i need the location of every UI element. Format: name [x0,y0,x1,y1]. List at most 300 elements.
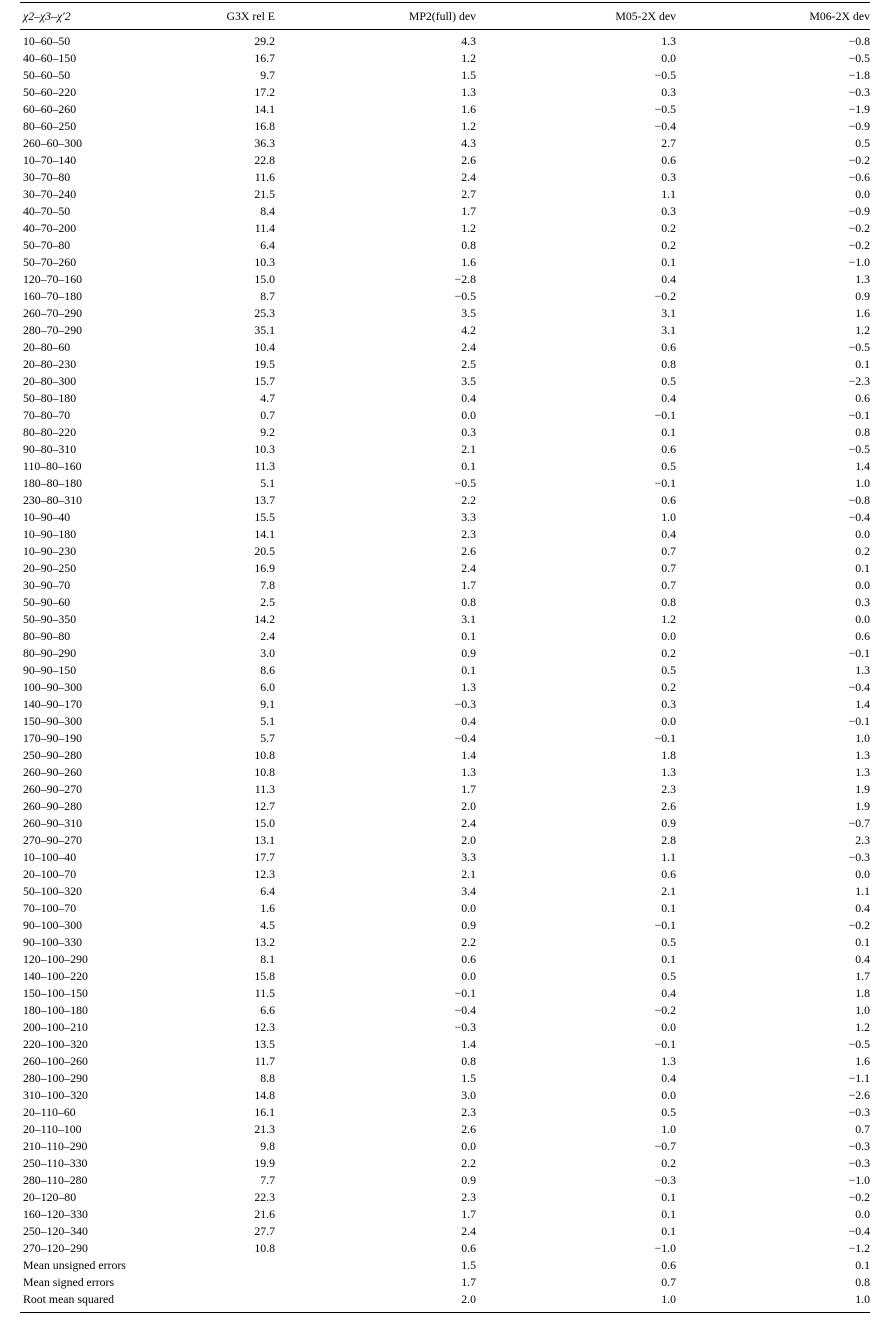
table-row [20,985,870,1002]
cell-m06-2x-dev: 1.3 [855,765,870,779]
cell-mp2-full-dev: 0.0 [461,969,476,983]
cell-m05-2x-dev: 1.0 [661,510,676,524]
cell-dihedral-combination: 280–100–290 [23,1071,88,1085]
cell-dihedral-combination: 50–60–220 [23,85,77,99]
cell-m05-2x-dev: 0.9 [661,816,676,830]
cell-dihedral-combination: 60–60–260 [23,102,77,116]
cell-m06-2x-dev: −1.2 [848,1241,870,1255]
cell-m05-2x-dev: 0.6 [661,1258,676,1272]
summary-row [20,1291,870,1308]
cell-m06-2x-dev: −0.3 [848,1105,870,1119]
table-row [20,866,870,883]
cell-dihedral-combination: 20–110–60 [23,1105,76,1119]
cell-dihedral-combination: 160–120–330 [23,1207,88,1221]
cell-m06-2x-dev: −0.5 [848,51,870,65]
table-row [20,492,870,509]
cell-m05-2x-dev: −0.5 [654,102,676,116]
cell-g3x-rel-e: 36.3 [254,136,275,150]
cell-m06-2x-dev: −0.9 [848,204,870,218]
cell-m06-2x-dev: −0.4 [848,1224,870,1238]
cell-m06-2x-dev: 1.0 [855,1003,870,1017]
cell-mp2-full-dev: 1.4 [461,748,476,762]
cell-dihedral-combination: 250–110–330 [23,1156,88,1170]
cell-dihedral-combination: 180–100–180 [23,1003,88,1017]
cell-dihedral-combination: 10–60–50 [23,34,71,48]
cell-dihedral-combination: 160–70–180 [23,289,82,303]
table-row [20,1206,870,1223]
cell-mp2-full-dev: −0.1 [454,986,476,1000]
cell-dihedral-combination: Mean signed errors [23,1275,115,1289]
table-row [20,254,870,271]
cell-mp2-full-dev: 2.2 [461,935,476,949]
cell-g3x-rel-e: 21.6 [254,1207,275,1221]
table-row [20,1036,870,1053]
table-row [20,186,870,203]
table-row [20,849,870,866]
cell-m06-2x-dev: −0.2 [848,221,870,235]
cell-dihedral-combination: 90–90–150 [23,663,77,677]
cell-m06-2x-dev: −0.2 [848,153,870,167]
cell-g3x-rel-e: 29.2 [254,34,275,48]
cell-m06-2x-dev: −0.3 [848,1139,870,1153]
cell-g3x-rel-e: 8.6 [260,663,275,677]
cell-m06-2x-dev: 1.2 [855,323,870,337]
cell-m06-2x-dev: 0.2 [855,544,870,558]
cell-m05-2x-dev: −0.1 [654,918,676,932]
table-top-rule [20,2,870,3]
cell-m06-2x-dev: −0.5 [848,442,870,456]
summary-row [20,1257,870,1274]
cell-dihedral-combination: 260–90–270 [23,782,82,796]
cell-m06-2x-dev: 0.0 [855,527,870,541]
cell-g3x-rel-e: 5.7 [260,731,275,745]
cell-m06-2x-dev: −0.1 [848,408,870,422]
cell-m05-2x-dev: 0.4 [661,272,676,286]
cell-dihedral-combination: 50–90–60 [23,595,71,609]
cell-g3x-rel-e: 11.7 [254,1054,275,1068]
table-row [20,883,870,900]
table-row [20,628,870,645]
cell-m05-2x-dev: 0.6 [661,340,676,354]
cell-dihedral-combination: 270–90–270 [23,833,82,847]
cell-m05-2x-dev: 0.5 [661,935,676,949]
cell-m05-2x-dev: 0.2 [661,1156,676,1170]
cell-dihedral-combination: 30–90–70 [23,578,71,592]
cell-m06-2x-dev: −1.8 [848,68,870,82]
table-row [20,1087,870,1104]
cell-g3x-rel-e: 15.7 [254,374,275,388]
cell-mp2-full-dev: 0.8 [461,238,476,252]
cell-m06-2x-dev: −0.3 [848,850,870,864]
cell-m05-2x-dev: 0.2 [661,680,676,694]
cell-m05-2x-dev: 0.1 [661,1190,676,1204]
cell-m05-2x-dev: −1.0 [654,1241,676,1255]
cell-m06-2x-dev: 1.0 [855,1292,870,1306]
cell-m05-2x-dev: 0.0 [661,714,676,728]
cell-mp2-full-dev: 2.0 [461,833,476,847]
cell-g3x-rel-e: 11.3 [254,459,275,473]
cell-g3x-rel-e [125,1291,275,1308]
cell-dihedral-combination: 270–120–290 [23,1241,88,1255]
cell-dihedral-combination: Root mean squared [23,1292,115,1306]
cell-g3x-rel-e: 10.3 [254,442,275,456]
cell-m05-2x-dev: −0.2 [654,289,676,303]
cell-dihedral-combination: 80–60–250 [23,119,77,133]
cell-m06-2x-dev: 1.7 [855,969,870,983]
cell-m06-2x-dev: 0.7 [855,1122,870,1136]
cell-g3x-rel-e: 22.8 [254,153,275,167]
table-row [20,237,870,254]
cell-g3x-rel-e: 7.8 [260,578,275,592]
cell-m06-2x-dev: 1.0 [855,476,870,490]
cell-m05-2x-dev: 0.4 [661,527,676,541]
cell-m06-2x-dev: −1.0 [848,255,870,269]
cell-g3x-rel-e: 5.1 [260,714,275,728]
cell-m05-2x-dev: 0.5 [661,663,676,677]
cell-m06-2x-dev: −2.6 [848,1088,870,1102]
cell-m05-2x-dev: 0.7 [661,578,676,592]
table-row [20,356,870,373]
cell-dihedral-combination: 260–100–260 [23,1054,88,1068]
cell-m06-2x-dev: 0.4 [855,952,870,966]
cell-m06-2x-dev: 0.6 [855,391,870,405]
cell-g3x-rel-e: 16.1 [254,1105,275,1119]
cell-mp2-full-dev: −0.5 [454,289,476,303]
cell-m05-2x-dev: 0.3 [661,85,676,99]
table-row [20,441,870,458]
cell-m05-2x-dev: 0.5 [661,459,676,473]
table-row [20,458,870,475]
cell-g3x-rel-e: 2.5 [260,595,275,609]
cell-m05-2x-dev: 0.8 [661,357,676,371]
cell-dihedral-combination: 200–100–210 [23,1020,88,1034]
cell-g3x-rel-e: 22.3 [254,1190,275,1204]
table-row [20,322,870,339]
cell-mp2-full-dev: 2.2 [461,493,476,507]
cell-g3x-rel-e: 10.8 [254,765,275,779]
cell-mp2-full-dev: 1.6 [461,255,476,269]
cell-m05-2x-dev: 0.6 [661,867,676,881]
cell-dihedral-combination: 20–90–250 [23,561,77,575]
table-row [20,424,870,441]
cell-dihedral-combination: 250–90–280 [23,748,82,762]
cell-mp2-full-dev: 1.3 [461,680,476,694]
cell-m05-2x-dev: 2.3 [661,782,676,796]
cell-mp2-full-dev: 1.4 [461,1037,476,1051]
cell-g3x-rel-e: 0.7 [260,408,275,422]
cell-m05-2x-dev: 0.2 [661,238,676,252]
cell-dihedral-combination: 50–100–320 [23,884,82,898]
cell-mp2-full-dev: 2.4 [461,170,476,184]
cell-g3x-rel-e: 27.7 [254,1224,275,1238]
table-row [20,1240,870,1257]
table-row [20,747,870,764]
table-row [20,543,870,560]
cell-m05-2x-dev: 0.1 [661,1207,676,1221]
cell-m06-2x-dev: −0.4 [848,680,870,694]
cell-m05-2x-dev: 0.1 [661,901,676,915]
cell-m05-2x-dev: 0.7 [661,544,676,558]
table-row [20,917,870,934]
cell-g3x-rel-e: 3.0 [260,646,275,660]
cell-mp2-full-dev: 0.8 [461,1054,476,1068]
cell-dihedral-combination: 10–90–180 [23,527,77,541]
cell-g3x-rel-e [125,1257,275,1274]
cell-m06-2x-dev: 1.9 [855,782,870,796]
cell-m06-2x-dev: 0.0 [855,867,870,881]
cell-g3x-rel-e: 19.9 [254,1156,275,1170]
cell-m05-2x-dev: 2.8 [661,833,676,847]
cell-m06-2x-dev: −2.3 [848,374,870,388]
cell-mp2-full-dev: 0.0 [461,408,476,422]
cell-m06-2x-dev: 0.8 [855,425,870,439]
cell-g3x-rel-e: 12.3 [254,867,275,881]
cell-dihedral-combination: 170–90–190 [23,731,82,745]
cell-dihedral-combination: 260–70–290 [23,306,82,320]
cell-dihedral-combination: Mean unsigned errors [23,1258,126,1272]
cell-m06-2x-dev: −0.3 [848,1156,870,1170]
table-row [20,390,870,407]
table-row [20,1121,870,1138]
cell-m05-2x-dev: 0.1 [661,1224,676,1238]
cell-m05-2x-dev: 0.2 [661,221,676,235]
header-mp2-full-dev: MP2(full) dev [408,9,476,23]
cell-mp2-full-dev: 2.4 [461,1224,476,1238]
table-row [20,1053,870,1070]
cell-m05-2x-dev: 0.7 [661,1275,676,1289]
cell-m05-2x-dev: 0.0 [661,51,676,65]
cell-dihedral-combination: 70–80–70 [23,408,71,422]
cell-m05-2x-dev: 2.1 [661,884,676,898]
table-row [20,968,870,985]
cell-m05-2x-dev: 0.2 [661,646,676,660]
header-m06-2x-dev: M06-2X dev [809,9,870,23]
cell-dihedral-combination: 20–100–70 [23,867,77,881]
cell-mp2-full-dev: 0.6 [461,952,476,966]
cell-mp2-full-dev: 1.6 [461,102,476,116]
cell-g3x-rel-e: 6.4 [260,884,275,898]
cell-g3x-rel-e: 10.4 [254,340,275,354]
cell-dihedral-combination: 100–90–300 [23,680,82,694]
cell-g3x-rel-e: 11.5 [254,986,275,1000]
cell-g3x-rel-e: 11.4 [254,221,275,235]
cell-dihedral-combination: 50–70–80 [23,238,71,252]
table-row [20,271,870,288]
cell-g3x-rel-e: 15.8 [254,969,275,983]
table-row [20,1002,870,1019]
cell-m06-2x-dev: 0.1 [855,935,870,949]
cell-dihedral-combination: 260–90–260 [23,765,82,779]
table-header [20,4,870,28]
cell-m06-2x-dev: 1.1 [855,884,870,898]
cell-dihedral-combination: 20–80–300 [23,374,77,388]
cell-dihedral-combination: 140–100–220 [23,969,88,983]
table-row [20,577,870,594]
table-row [20,84,870,101]
cell-m05-2x-dev: 0.0 [661,629,676,643]
cell-mp2-full-dev: 0.1 [461,663,476,677]
cell-mp2-full-dev: 2.0 [461,1292,476,1306]
header-row [20,4,870,28]
cell-mp2-full-dev: −0.3 [454,1020,476,1034]
cell-m05-2x-dev: −0.1 [654,408,676,422]
cell-m06-2x-dev: 0.1 [855,1258,870,1272]
cell-mp2-full-dev: 1.3 [461,85,476,99]
cell-g3x-rel-e: 8.8 [260,1071,275,1085]
cell-mp2-full-dev: 1.3 [461,765,476,779]
cell-mp2-full-dev: −0.4 [454,1003,476,1017]
cell-m06-2x-dev: −0.3 [848,85,870,99]
summary-row [20,1274,870,1291]
cell-g3x-rel-e: 13.5 [254,1037,275,1051]
cell-m05-2x-dev: 0.1 [661,255,676,269]
cell-g3x-rel-e: 6.6 [260,1003,275,1017]
table-row [20,900,870,917]
cell-m06-2x-dev: 1.8 [855,986,870,1000]
cell-m05-2x-dev: 0.6 [661,442,676,456]
table-row [20,220,870,237]
cell-m06-2x-dev: 1.6 [855,1054,870,1068]
cell-mp2-full-dev: 3.5 [461,306,476,320]
cell-g3x-rel-e: 25.3 [254,306,275,320]
cell-m06-2x-dev: 2.3 [855,833,870,847]
cell-mp2-full-dev: 1.7 [461,204,476,218]
table-row [20,1070,870,1087]
cell-g3x-rel-e: 2.4 [260,629,275,643]
cell-dihedral-combination: 40–70–50 [23,204,71,218]
cell-dihedral-combination: 230–80–310 [23,493,82,507]
cell-m05-2x-dev: 0.4 [661,986,676,1000]
cell-mp2-full-dev: 0.9 [461,646,476,660]
cell-g3x-rel-e: 13.7 [254,493,275,507]
cell-m06-2x-dev: 0.0 [855,612,870,626]
cell-mp2-full-dev: 3.3 [461,850,476,864]
cell-m06-2x-dev: 0.6 [855,629,870,643]
cell-dihedral-combination: 260–90–310 [23,816,82,830]
cell-dihedral-combination: 80–80–220 [23,425,77,439]
cell-mp2-full-dev: 2.1 [461,867,476,881]
cell-g3x-rel-e: 12.3 [254,1020,275,1034]
cell-dihedral-combination: 10–100–40 [23,850,77,864]
cell-mp2-full-dev: 2.4 [461,340,476,354]
table-row [20,203,870,220]
table-row [20,713,870,730]
table-row [20,373,870,390]
cell-m05-2x-dev: −0.4 [654,119,676,133]
cell-dihedral-combination: 20–110–100 [23,1122,82,1136]
cell-dihedral-combination: 10–90–40 [23,510,71,524]
cell-mp2-full-dev: 1.2 [461,221,476,235]
cell-g3x-rel-e: 9.7 [260,68,275,82]
table-row [20,67,870,84]
cell-m06-2x-dev: 1.4 [855,459,870,473]
cell-mp2-full-dev: 2.3 [461,527,476,541]
cell-m05-2x-dev: 0.3 [661,697,676,711]
table-row [20,339,870,356]
cell-m06-2x-dev: −0.9 [848,119,870,133]
table-row [20,135,870,152]
cell-mp2-full-dev: −0.3 [454,697,476,711]
cell-g3x-rel-e: 15.5 [254,510,275,524]
cell-m06-2x-dev: −1.0 [848,1173,870,1187]
table-row [20,1155,870,1172]
cell-mp2-full-dev: 3.4 [461,884,476,898]
cell-m05-2x-dev: 0.0 [661,1020,676,1034]
table-row [20,509,870,526]
cell-mp2-full-dev: 0.9 [461,918,476,932]
cell-g3x-rel-e: 8.7 [260,289,275,303]
cell-dihedral-combination: 220–100–320 [23,1037,88,1051]
table-row [20,1019,870,1036]
table-header-rule [20,29,870,30]
cell-m06-2x-dev: −0.5 [848,340,870,354]
cell-mp2-full-dev: 0.3 [461,425,476,439]
cell-dihedral-combination: 50–70–260 [23,255,77,269]
cell-g3x-rel-e: 16.8 [254,119,275,133]
cell-m06-2x-dev: 0.1 [855,561,870,575]
cell-m06-2x-dev: −0.2 [848,1190,870,1204]
cell-g3x-rel-e: 14.2 [254,612,275,626]
table-row [20,679,870,696]
table-row [20,526,870,543]
cell-dihedral-combination: 70–100–70 [23,901,77,915]
cell-m06-2x-dev: 1.0 [855,731,870,745]
cell-mp2-full-dev: 2.2 [461,1156,476,1170]
table-row [20,815,870,832]
cell-m05-2x-dev: 0.6 [661,493,676,507]
cell-m05-2x-dev: 0.5 [661,1105,676,1119]
table-row [20,1223,870,1240]
cell-mp2-full-dev: 3.0 [461,1088,476,1102]
cell-mp2-full-dev: 2.0 [461,799,476,813]
cell-dihedral-combination: 110–80–160 [23,459,82,473]
cell-m06-2x-dev: 1.3 [855,663,870,677]
cell-g3x-rel-e: 16.9 [254,561,275,575]
cell-dihedral-combination: 140–90–170 [23,697,82,711]
cell-dihedral-combination: 90–80–310 [23,442,77,456]
cell-m06-2x-dev: 0.4 [855,901,870,915]
cell-dihedral-combination: 20–80–60 [23,340,71,354]
table-row [20,934,870,951]
cell-mp2-full-dev: 0.1 [461,459,476,473]
cell-dihedral-combination: 40–70–200 [23,221,77,235]
cell-mp2-full-dev: 1.2 [461,51,476,65]
cell-mp2-full-dev: 1.7 [461,1207,476,1221]
cell-m05-2x-dev: 1.1 [661,850,676,864]
cell-mp2-full-dev: 1.2 [461,119,476,133]
cell-m05-2x-dev: −0.5 [654,68,676,82]
cell-dihedral-combination: 10–90–230 [23,544,77,558]
cell-mp2-full-dev: 0.4 [461,391,476,405]
cell-mp2-full-dev: 3.1 [461,612,476,626]
table-row [20,781,870,798]
cell-g3x-rel-e: 17.7 [254,850,275,864]
table-row [20,645,870,662]
cell-dihedral-combination: 40–60–150 [23,51,77,65]
cell-g3x-rel-e: 14.8 [254,1088,275,1102]
cell-m05-2x-dev: 2.6 [661,799,676,813]
cell-mp2-full-dev: 1.5 [461,68,476,82]
cell-mp2-full-dev: 2.1 [461,442,476,456]
cell-m06-2x-dev: −0.1 [848,714,870,728]
cell-m05-2x-dev: 3.1 [661,323,676,337]
cell-g3x-rel-e: 9.2 [260,425,275,439]
cell-g3x-rel-e: 14.1 [254,527,275,541]
cell-g3x-rel-e: 16.7 [254,51,275,65]
cell-m05-2x-dev: −0.3 [654,1173,676,1187]
cell-dihedral-combination: 210–110–290 [23,1139,88,1153]
cell-m05-2x-dev: 1.3 [661,1054,676,1068]
